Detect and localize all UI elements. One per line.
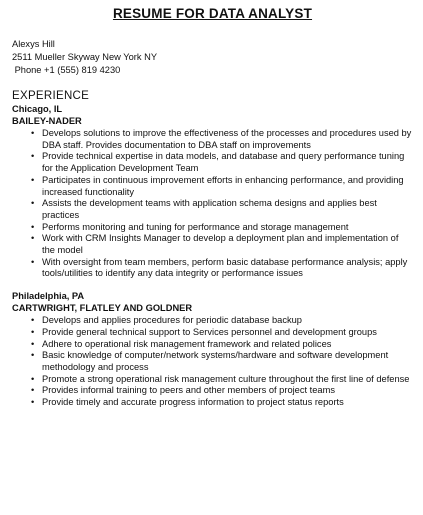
bullet-item	[12, 222, 413, 234]
job-entry	[12, 290, 413, 409]
bullet-icon: •	[31, 338, 35, 349]
bullet-item	[12, 257, 413, 280]
bullet-icon: •	[31, 233, 35, 244]
bullet-item	[12, 339, 413, 351]
bullet-icon: •	[31, 326, 35, 337]
bullet-item	[12, 397, 413, 409]
bullet-item	[12, 315, 413, 327]
bullet-item	[12, 350, 413, 373]
bullet-icon: •	[31, 385, 35, 396]
resume-title: RESUME FOR DATA ANALYST	[112, 6, 313, 21]
job-bullet-list	[12, 315, 413, 409]
bullet-icon: •	[31, 198, 35, 209]
bullet-icon: •	[31, 151, 35, 162]
bullet-text: Promote a strong operational risk management culture throughout the first line of defense	[42, 373, 410, 384]
bullet-text: With oversight from team members, perform basic database performance analysis; apply tools/utilities to identify any data integrity or performance issues	[42, 256, 408, 279]
job-location: Chicago, IL	[12, 104, 63, 114]
bullet-text: Provide technical expertise in data models, and database and query performance tuning for the Application Development Team	[42, 151, 405, 174]
bullet-icon: •	[31, 221, 35, 232]
bullet-icon: •	[31, 174, 35, 185]
bullet-text: Adhere to operational risk management framework and related polices	[42, 338, 332, 349]
bullet-item	[12, 327, 413, 339]
contact-phone: Phone +1 (555) 819 4230	[12, 65, 121, 75]
bullet-text: Develops solutions to improve the effectiveness of the processes and procedures used by DBA staff. Provides documentation to DBA staff on improvements	[42, 128, 412, 150]
bullet-item	[12, 175, 413, 198]
job-location: Philadelphia, PA	[12, 291, 85, 302]
bullet-item	[12, 374, 413, 386]
bullet-item	[12, 233, 413, 256]
bullet-icon: •	[31, 397, 35, 408]
contact-address: 2511 Mueller Skyway New York NY	[12, 52, 158, 62]
bullet-text: Participates in continuous improvement efforts in enhancing performance, and providing increased functionality	[42, 174, 404, 197]
job-entry	[12, 103, 413, 280]
bullet-item	[12, 385, 413, 397]
bullet-text: Provides informal training to peers and other members of project teams	[42, 385, 335, 396]
bullet-text: Develops and applies procedures for periodic database backup	[42, 315, 302, 326]
bullet-icon: •	[31, 350, 35, 361]
bullet-text: Performs monitoring and tuning for performance and storage management	[42, 221, 349, 232]
contact-name: Alexys Hill	[12, 39, 55, 49]
bullet-item	[12, 128, 413, 151]
bullet-text: Basic knowledge of computer/network systems/hardware and software development methodology and process	[42, 350, 389, 372]
bullet-item	[12, 151, 413, 174]
job-company: CARTWRIGHT, FLATLEY AND GOLDNER	[12, 303, 193, 314]
bullet-text: Provide timely and accurate progress information to project status reports	[42, 397, 344, 408]
bullet-text: Work with CRM Insights Manager to develop a deployment plan and implementation of the model	[42, 233, 399, 256]
experience-section	[12, 103, 413, 409]
bullet-icon: •	[31, 373, 35, 384]
bullet-text: Provide general technical support to Services personnel and development groups	[42, 326, 377, 337]
bullet-text: Assists the development teams with application schema designs and applies best practices	[42, 198, 377, 220]
job-bullet-list	[12, 128, 413, 280]
job-company: BAILEY-NADER	[12, 116, 82, 126]
bullet-item	[12, 198, 413, 221]
contact-block	[12, 38, 413, 77]
bullet-icon: •	[31, 128, 35, 138]
bullet-icon: •	[31, 315, 35, 326]
bullet-icon: •	[31, 256, 35, 267]
experience-heading: EXPERIENCE	[12, 90, 90, 102]
